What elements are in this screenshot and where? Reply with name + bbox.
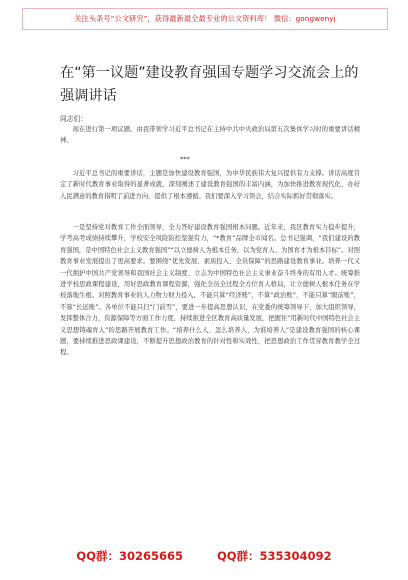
qq-group-2: QQ群：535304092	[217, 549, 332, 563]
qq-group-1: QQ群：30265665	[76, 549, 183, 563]
document-title: 在“第一议题”建设教育强国专题学习交流会上的强调讲话	[60, 65, 359, 104]
body-paragraph: 一是坚持党对教育工作全面领导，全力答好建设教育强国根本问题。近年来，我区教育实力稳步提升，学考高考成绩持续攀升，学校安全风险防控坚强有力，“*教育”品牌全市闻名。总书记强调，“我们建设的教育强国，是中国特色社会主义教育强国”“以立德树人为根本任务，以为党育人、为国育才为根本目标”。对照教育事业发展提出了更高要求。要围绕“优先发展、素质投入、全员保障”的思路建设教育事业。培养一代又一代拥护中国共产党领导和我国社会主义制度、立志为中国特色社会主义事业奋斗终身的有用人才。统筹推进学校思政课程建设，用好思政教育课程资源，强化全员全过程全方位育人格局，让立德树人根本任务在学校落地生根。对照教育事业的人力物力财力投入，不能只算“经济账”，不算“政治账”，不能只算“眼前账”，不算“长远账”。各单位不能只扫“门前雪”，要进一步提高思想认识，在党委的统筹领导下，加大组织领导，发挥整体合力，资源保障等方面工作力度，持续推进全区教育高质量发展，把握住“用新时代中国特色社会主义思想铸魂育人”的思路开展教育工作。“培养什么人、怎么培养人、为谁培养人”是建设教育强国的核心课题，要持续推进思政课建设，不断提升思想政治教育的针对性和实效性，把思想政治工作贯穿教育教学全过程。	[60, 224, 360, 357]
contact-footer	[0, 548, 408, 568]
promo-banner: 关注头条号“公文研究”，获得最新最全最专业的公文资料库！ 微信：gongwenyj	[22, 8, 388, 30]
body-paragraph: 习近平总书记的重要讲话，主题是加快建设教育强国，为中华民族伟大复兴提供有力支撑。讲话高度肯定了新时代教育事业取得的显著成就，深刻阐述了建设教育强国的丰富内涵，为加快推进教育现代化、办好人民满意的教育指明了前进方向，提供了根本遵循。我们要深入学习领会，结合实际抓好贯彻落实。	[60, 170, 360, 200]
intro-paragraph: 现在进行第一项议题。由我带领学习近平总书记在主持中共中央政治局第五次集体学习时的重要讲话精神。	[60, 126, 360, 145]
section-separator: ***	[180, 155, 190, 163]
greeting: 同志们：	[60, 115, 88, 123]
